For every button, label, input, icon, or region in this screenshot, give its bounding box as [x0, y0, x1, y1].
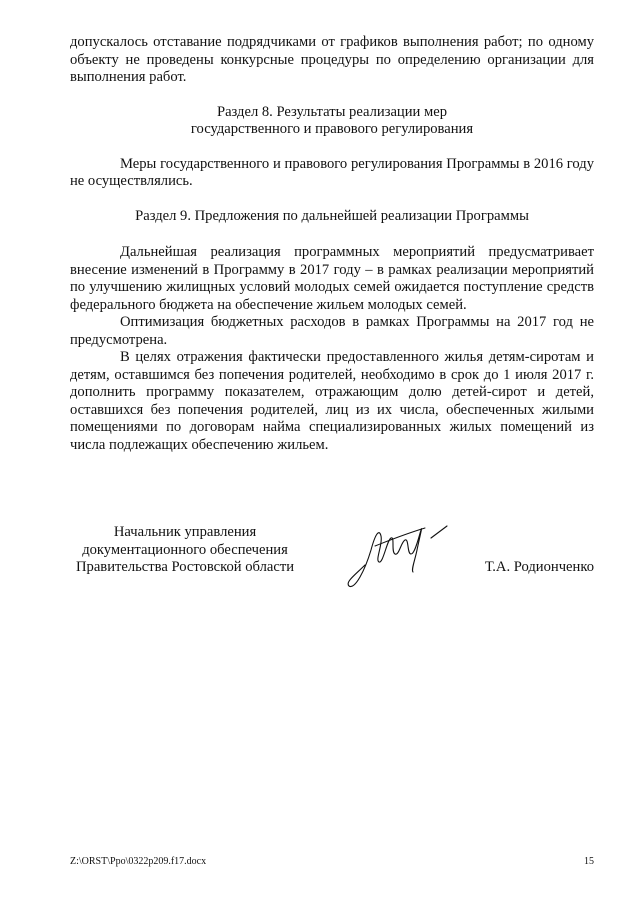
intro-paragraph: допускалось отставание подрядчиками от графиков выполнения работ; по одному объекту не проведены конкурсные процедуры по определению организации для выполнения работ.: [70, 34, 594, 85]
section-8-heading-line-1: Раздел 8. Результаты реализации мер: [216, 103, 448, 120]
page-number: 15: [584, 856, 594, 867]
section-9-heading: Раздел 9. Предложения по дальнейшей реализации Программы: [135, 207, 529, 224]
section-8-paragraph: Меры государственного и правового регулирования Программы в 2016 году не осуществлялись.: [70, 155, 594, 189]
signatory-role: [70, 524, 300, 577]
signatory-role-line-2: документационного обеспечения: [82, 541, 288, 558]
section-9-paragraph-2: Оптимизация бюджетных расходов в рамках Программы на 2017 год не предусмотрена.: [70, 314, 594, 348]
document-body: [70, 34, 594, 454]
handwritten-signature-icon: [335, 510, 455, 590]
signatory-name: Т.А. Родионченко: [484, 559, 594, 575]
section-8-heading-line-2: государственного и правового регулирования: [190, 121, 474, 137]
signatory-role-line-3: Правительства Ростовской области: [75, 559, 295, 575]
signatory-role-line-1: Начальник управления: [113, 524, 257, 540]
signature-block: [70, 524, 594, 594]
section-9-paragraph-1: Дальнейшая реализация программных мероприятий предусматривает внесение изменений в Программу в 2017 году – в рамках реализации мероприятий по улучшению жилищных условий молодых семей ожидается поступление средств федерального бюджета на обеспечение жильем молодых семей.: [70, 244, 594, 313]
file-path: Z:\ORST\Ppo\0322p209.f17.docx: [70, 856, 207, 867]
page-footer: [70, 855, 594, 869]
section-9-paragraph-3: В целях отражения фактически предоставленного жилья детям-сиротам и детям, оставшимся без попечения родителей, необходимо в срок до 1 июля 2017 г. дополнить программу показателем, отражающим долю детей-сирот и детей, оставшихся без попечения родителей, лиц из их числа, обеспеченных жилыми помещениями по договорам найма специализированных жилых помещений из числа подлежащих обеспечению жильем.: [70, 349, 594, 453]
section-8-heading: [70, 104, 594, 139]
